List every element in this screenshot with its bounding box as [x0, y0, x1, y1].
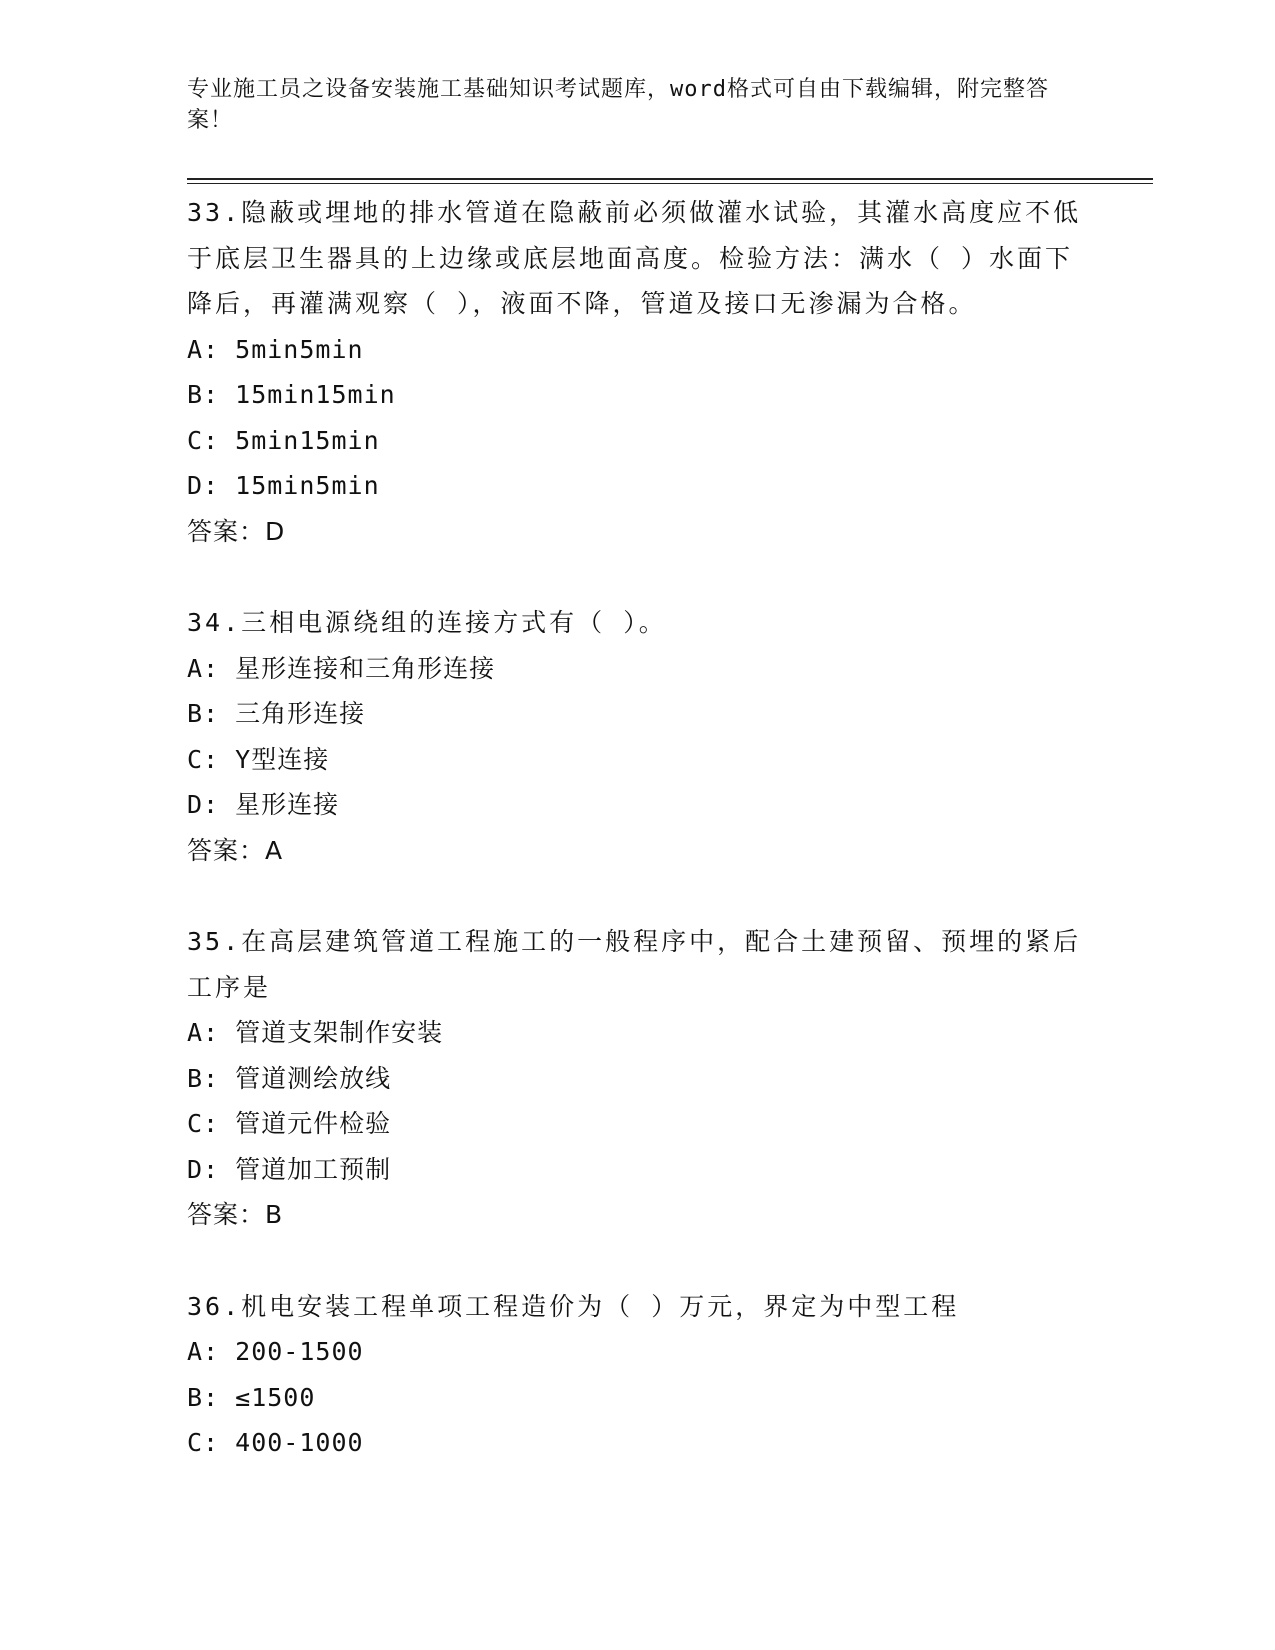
question-33 [187, 190, 1087, 554]
option-b: B: ≤1500 [187, 1382, 316, 1412]
question-35 [187, 919, 1087, 1238]
question-stem: 36.机电安装工程单项工程造价为（ ）万元，界定为中型工程 [187, 1291, 960, 1321]
question-list [187, 190, 1087, 1466]
option-b: B: 管道测绘放线 [187, 1063, 392, 1093]
option-a: A: 5min5min [187, 334, 364, 364]
answer-line: 答案：A [187, 835, 284, 865]
option-d: D: 管道加工预制 [187, 1154, 392, 1184]
question-stem: 33.隐蔽或埋地的排水管道在隐蔽前必须做灌水试验，其灌水高度应不低于底层卫生器具的上边缘或底层地面高度。检验方法：满水（ ）水面下降后，再灌满观察（ ），液面不降，管道及接口无渗漏为合格。 [187, 198, 1082, 318]
answer-line: 答案：D [187, 516, 286, 546]
question-36 [187, 1284, 1087, 1466]
option-a: A: 管道支架制作安装 [187, 1018, 444, 1047]
option-a: A: 星形连接和三角形连接 [187, 653, 496, 683]
option-b: B: 三角形连接 [187, 699, 366, 728]
document-header: 专业施工员之设备安装施工基础知识考试题库，word格式可自由下载编辑，附完整答案！ [187, 77, 1049, 133]
option-d: D: 15min5min [187, 471, 380, 500]
option-d: D: 星形连接 [187, 790, 340, 819]
option-c: C: 管道元件检验 [187, 1109, 392, 1138]
header-divider-thick [187, 178, 1153, 180]
answer-line: 答案：B [187, 1200, 284, 1229]
question-stem: 35.在高层建筑管道工程施工的一般程序中，配合土建预留、预埋的紧后工序是 [187, 927, 1082, 1002]
option-c: C: Y型连接 [187, 744, 330, 774]
option-b: B: 15min15min [187, 380, 396, 409]
question-34 [187, 600, 1087, 873]
option-c: C: 5min15min [187, 425, 380, 455]
header-divider-thin [187, 183, 1153, 184]
question-spacer [187, 873, 1087, 919]
question-stem: 34.三相电源绕组的连接方式有（ ）。 [187, 608, 667, 637]
option-c: C: 400-1000 [187, 1428, 364, 1457]
question-spacer [187, 554, 1087, 600]
question-spacer [187, 1238, 1087, 1284]
option-a: A: 200-1500 [187, 1337, 364, 1366]
